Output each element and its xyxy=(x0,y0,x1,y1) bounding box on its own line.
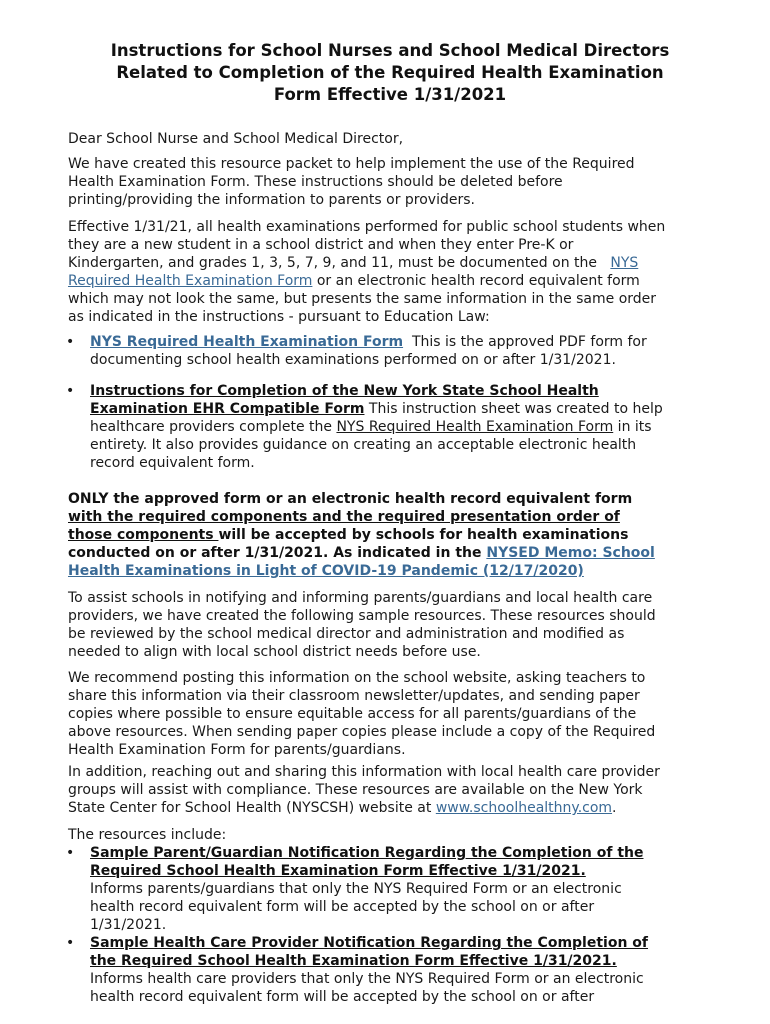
schoolhealthny-link[interactable]: www.schoolhealthny.com xyxy=(435,800,613,816)
text-line: Informs parents/guardians that only the NYS Required Form or an electronic xyxy=(90,881,622,897)
title-line: Form Effective 1/31/2021 xyxy=(273,85,507,104)
nys-form-link[interactable]: Required Health Examination Form xyxy=(68,273,313,289)
parent-notification-link[interactable]: Sample Parent/Guardian Notification Regarding the Completion of the xyxy=(90,845,644,861)
text-line: To assist schools in notifying and informing parents/guardians and local health care xyxy=(68,590,653,606)
nysed-memo-link[interactable]: Health Examinations in Light of COVID-19 Pandemic (12/17/2020) xyxy=(68,563,584,579)
instructions-link[interactable]: Examination EHR Compatible Form xyxy=(90,401,365,417)
list-item xyxy=(68,844,770,934)
intro-paragraph xyxy=(68,155,748,209)
text-line: be reviewed by the school medical director and administration and modified as xyxy=(68,626,625,642)
bullet-icon: • xyxy=(66,935,75,951)
bullet-icon: • xyxy=(66,383,75,399)
text-line: will be accepted by schools for health examinations xyxy=(218,527,629,543)
text-line: We have created this resource packet to help implement the use of the Required xyxy=(68,156,635,172)
text-line: health record equivalent form will be accepted by the school on or after xyxy=(90,989,595,1005)
text-line: those components xyxy=(68,527,219,543)
addition-paragraph xyxy=(68,763,748,817)
nys-form-link[interactable]: NYS Required Health Examination Form xyxy=(336,419,614,435)
list-item xyxy=(68,333,770,369)
text-line: which may not look the same, but presents the same information in the same order xyxy=(68,291,657,307)
title-line: Instructions for School Nurses and School Medical Directors xyxy=(110,41,670,60)
list-item xyxy=(68,382,770,472)
resources-intro: The resources include: xyxy=(68,827,227,843)
text-line: . xyxy=(612,800,617,816)
nysed-memo-link[interactable]: NYSED Memo: School xyxy=(486,545,655,561)
bullet-icon: • xyxy=(66,845,75,861)
text-line: entirety. It also provides guidance on creating an acceptable electronic health xyxy=(90,437,637,453)
only-paragraph xyxy=(68,490,748,580)
bullet-icon: • xyxy=(66,334,75,350)
text-line: share this information via their classroom newsletter/updates, and sending paper xyxy=(68,688,640,704)
text-line: in its xyxy=(613,419,652,435)
assist-paragraph xyxy=(68,589,748,661)
text-line: We recommend posting this information on the school website, asking teachers to xyxy=(68,670,646,686)
text-line: healthcare providers complete the xyxy=(90,419,337,435)
text-line: Health Examination Form for parents/guardians. xyxy=(68,742,406,758)
provider-notification-link[interactable]: the Required School Health Examination Form Effective 1/31/2021. xyxy=(90,953,617,969)
text-line: Informs health care providers that only the NYS Required Form or an electronic xyxy=(90,971,644,987)
text-line: conducted on or after 1/31/2021. As indicated in the xyxy=(68,545,487,561)
text-line: ONLY the approved form or an electronic health record equivalent form xyxy=(68,491,633,507)
text-line: or an electronic health record equivalent form xyxy=(312,273,640,289)
text-line: providers, we have created the following sample resources. These resources should xyxy=(68,608,656,624)
greeting: Dear School Nurse and School Medical Director, xyxy=(68,131,404,147)
text-line: 1/31/2021. xyxy=(90,917,167,933)
text-line: record equivalent form. xyxy=(90,455,255,471)
list-item xyxy=(68,934,770,1006)
text-line: printing/providing the information to parents or providers. xyxy=(68,192,475,208)
text-line: Kindergarten, and grades 1, 3, 5, 7, 9, and 11, must be documented on the xyxy=(68,255,597,271)
text-line: Effective 1/31/21, all health examinations performed for public school students when xyxy=(68,219,666,235)
instructions-link[interactable]: Instructions for Completion of the New York State School Health xyxy=(90,383,599,399)
text-line: needed to align with local school district needs before use. xyxy=(68,644,481,660)
recommend-paragraph xyxy=(68,669,748,759)
text-line: with the required components and the required presentation order of xyxy=(68,509,620,525)
provider-notification-link[interactable]: Sample Health Care Provider Notification Regarding the Completion of xyxy=(90,935,649,951)
nys-form-link[interactable]: NYS Required Health Examination Form xyxy=(90,334,404,350)
text-line: State Center for School Health (NYSCSH) website at xyxy=(68,800,436,816)
text-line: copies where possible to ensure equitable access for all parents/guardians of the xyxy=(68,706,637,722)
text-line: Health Examination Form. These instructions should be deleted before xyxy=(68,174,563,190)
text-line: they are a new student in a school district and when they enter Pre-K or xyxy=(68,237,574,253)
text-line: This instruction sheet was created to help xyxy=(364,401,663,417)
text-line: In addition, reaching out and sharing this information with local health care provider xyxy=(68,764,660,780)
text-line: as indicated in the instructions - pursuant to Education Law: xyxy=(68,309,490,325)
text-line: above resources. When sending paper copies please include a copy of the Required xyxy=(68,724,656,740)
effective-paragraph xyxy=(68,218,748,326)
text-line: documenting school health examinations performed on or after 1/31/2021. xyxy=(90,352,616,368)
text-line: health record equivalent form will be accepted by the school on or after xyxy=(90,899,595,915)
title-line: Related to Completion of the Required Health Examination xyxy=(116,63,664,82)
text-line: This is the approved PDF form for xyxy=(403,334,647,350)
text-line: groups will assist with compliance. These resources are available on the New York xyxy=(68,782,643,798)
nys-form-link[interactable]: NYS xyxy=(610,255,639,271)
parent-notification-link[interactable]: Required School Health Examination Form Effective 1/31/2021. xyxy=(90,863,586,879)
document-title xyxy=(0,40,770,106)
